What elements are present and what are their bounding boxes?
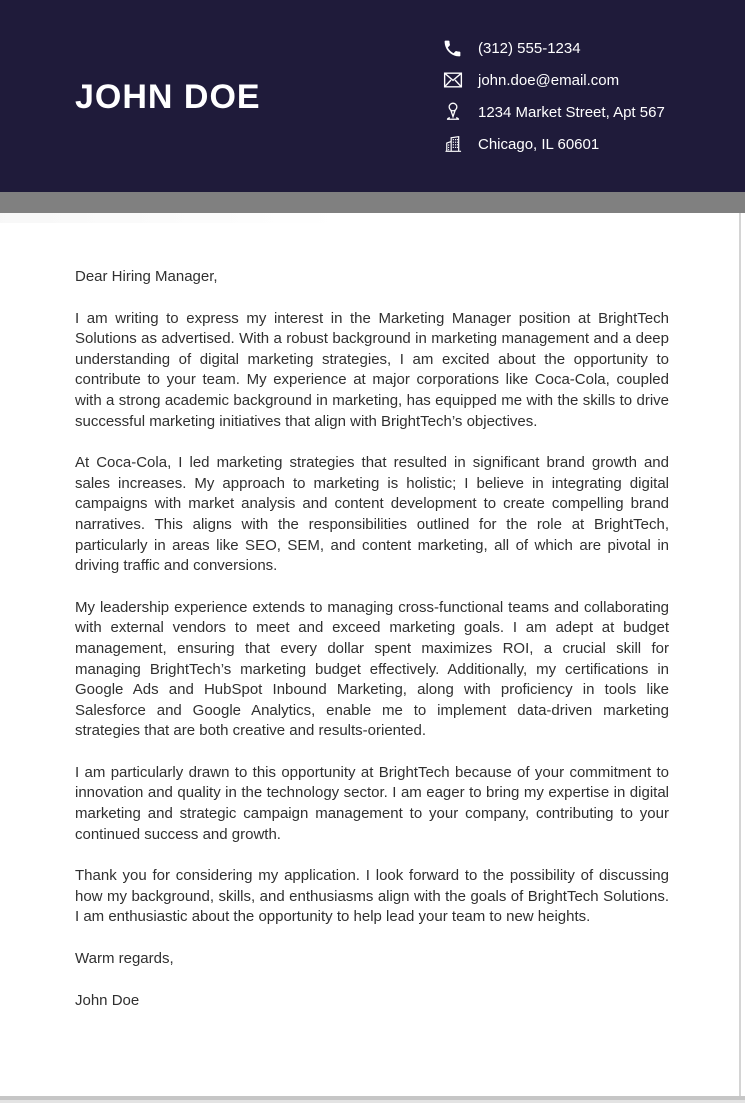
- paragraph-motivation: I am particularly drawn to this opportunity at BrightTech because of your commitment to innovation and quality in the technology sector. I am eager to bring my expertise in digital marketing and strategic campaign management to your company, contributing to your continued success and growth.: [75, 763, 669, 843]
- greeting-line: Dear Hiring Manager,: [75, 268, 218, 285]
- contact-row-address: [440, 96, 665, 128]
- contact-address-text: 1234 Market Street, Apt 567: [478, 103, 665, 121]
- page-edge-right: [739, 213, 741, 1096]
- letter-body: [0, 213, 745, 1032]
- header-banner: [0, 0, 745, 192]
- contact-city-text: Chicago, IL 60601: [478, 135, 600, 153]
- contact-row-email: [440, 64, 665, 96]
- header-divider-band: [0, 192, 745, 213]
- page-title: JOHN DOE: [75, 78, 261, 116]
- contact-row-city: [440, 128, 665, 160]
- contact-row-phone: [440, 32, 665, 64]
- contact-email-text: john.doe@email.com: [478, 71, 620, 89]
- email-icon: [440, 68, 465, 93]
- building-icon: [440, 132, 465, 157]
- contact-phone-text: (312) 555-1234: [478, 39, 581, 57]
- closing-line: Warm regards,: [75, 950, 174, 968]
- paragraph-leadership: My leadership experience extends to managing cross-functional teams and collaborating with external vendors to meet and exceed marketing goals. I am adept at budget management, ensuring that every dollar spent maximizes ROI, a crucial skill for managing BrightTech’s marketing budget effectively. Additionally, my certifications in Google Ads and HubSpot Inbound Marketing, along with proficiency in tools like Salesforce and Google Analytics, enable me to implement data-driven marketing strategies that are both creative and results-oriented.: [75, 598, 669, 740]
- location-icon: [440, 100, 465, 125]
- contact-info-block: [440, 32, 665, 160]
- phone-icon: [440, 36, 465, 61]
- paragraph-intro: I am writing to express my interest in the Marketing Manager position at BrightTech Solutions as advertised. With a robust background in marketing management and a deep understanding of digital marketing strategies, I am excited about the opportunity to contribute to your team. My experience at major corporations like Coca-Cola, coupled with a strong academic background in marketing, has equipped me with the skills to drive successful marketing initiatives that align with BrightTech’s objectives.: [75, 309, 669, 430]
- paragraph-experience: At Coca-Cola, I led marketing strategies that resulted in significant brand growth and sales increases. My approach to marketing is holistic; I believe in integrating digital campaigns with market analysis and content development to create compelling brand narratives. This aligns with the responsibilities outlined for the role at BrightTech, particularly in areas like SEO, SEM, and content marketing, all of which are pivotal in driving traffic and conversions.: [75, 454, 669, 575]
- paragraph-thanks: Thank you for considering my application. I look forward to the possibility of discussing how my background, skills, and enthusiasms align with the goals of BrightTech Solutions. I am enthusiastic about the opportunity to help lead your team to new heights.: [75, 867, 669, 926]
- signature-name: John Doe: [75, 991, 140, 1009]
